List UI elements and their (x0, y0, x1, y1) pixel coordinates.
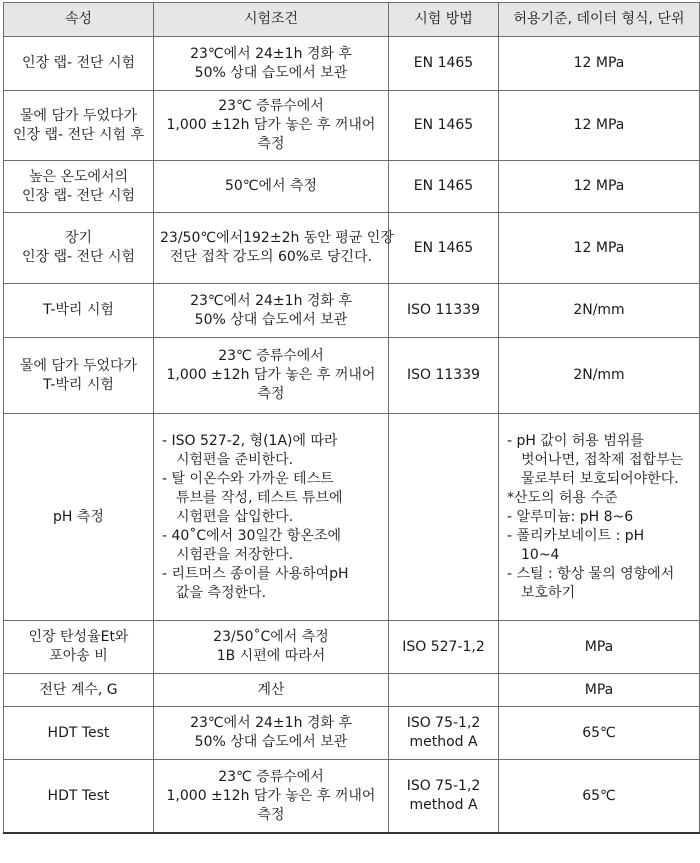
value-cell: 12 MPa (499, 37, 700, 91)
table-row (4, 760, 700, 834)
method-cell: ISO 75-1,2 method A (389, 707, 499, 760)
method-cell: ISO 11339 (389, 284, 499, 338)
method-cell: EN 1465 (389, 213, 499, 284)
method-cell: EN 1465 (389, 161, 499, 213)
table-row-ph (4, 414, 700, 621)
property-cell: 인장 탄성율Et와 포아송 비 (4, 621, 154, 674)
condition-cell: 23℃ 증류수에서 1,000 ±12h 담가 놓은 후 꺼내어 측정 (154, 91, 389, 161)
table-row (4, 707, 700, 760)
header-property: 속성 (4, 3, 154, 37)
condition-cell: 23/50℃에서192±2h 동안 평균 인장 전단 접착 강도의 60%로 당긴다. (154, 213, 389, 284)
method-cell (389, 674, 499, 707)
method-cell: EN 1465 (389, 91, 499, 161)
property-cell: 물에 담가 두었다가 T-박리 시험 (4, 338, 154, 414)
value-cell: 12 MPa (499, 161, 700, 213)
value-cell: 65℃ (499, 760, 700, 834)
property-cell: pH 측정 (4, 414, 154, 621)
value-cell: MPa (499, 674, 700, 707)
value-cell: 65℃ (499, 707, 700, 760)
value-cell: 12 MPa (499, 213, 700, 284)
header-acceptance-criteria: 허용기준, 데이터 형식, 단위 (499, 3, 700, 37)
value-cell: 12 MPa (499, 91, 700, 161)
condition-cell: 23℃에서 24±1h 경화 후 50% 상대 습도에서 보관 (154, 707, 389, 760)
header-test-method: 시험 방법 (389, 3, 499, 37)
property-cell: HDT Test (4, 760, 154, 834)
condition-list-cell (154, 414, 389, 621)
property-cell: 높은 온도에서의 인장 랩- 전단 시험 (4, 161, 154, 213)
table-row (4, 213, 700, 284)
list-item: - 리트머스 종이를 사용하여pH 값을 측정한다. (162, 565, 349, 601)
condition-cell: 50℃에서 측정 (154, 161, 389, 213)
value-cell: MPa (499, 621, 700, 674)
list-item: - 탈 이온수와 가까운 테스트 튜브를 작성, 테스트 튜브에 시험편을 삽입한다. (162, 470, 343, 525)
table-row (4, 674, 700, 707)
condition-cell: 계산 (154, 674, 389, 707)
header-test-condition: 시험조건 (154, 3, 389, 37)
spec-table (3, 2, 700, 834)
method-cell: ISO 11339 (389, 338, 499, 414)
table-row (4, 338, 700, 414)
property-cell: 전단 계수, G (4, 674, 154, 707)
list-item: - 40˚C에서 30일간 항온조에 시험관을 저장한다. (162, 527, 341, 563)
condition-cell: 23℃ 증류수에서 1,000 ±12h 담가 놓은 후 꺼내어 측정 (154, 338, 389, 414)
table-row (4, 161, 700, 213)
method-cell: ISO 75-1,2 method A (389, 760, 499, 834)
method-cell (389, 414, 499, 621)
table-row (4, 37, 700, 91)
list-item: - 알루미늄: pH 8~6 (507, 508, 634, 525)
list-item: - 스틸 : 항상 물의 영향에서 보호하기 (507, 565, 675, 601)
list-item: - 폴리카보네이트 : pH 10~4 (507, 527, 645, 563)
method-cell: EN 1465 (389, 37, 499, 91)
criteria-list-cell (499, 414, 700, 621)
table-row (4, 284, 700, 338)
list-item: - ISO 527-2, 형(1A)에 따라 시험편을 준비한다. (162, 432, 338, 468)
property-cell: 인장 랩- 전단 시험 (4, 37, 154, 91)
table-row (4, 91, 700, 161)
property-cell: 장기 인장 랩- 전단 시험 (4, 213, 154, 284)
property-cell: HDT Test (4, 707, 154, 760)
list-item: - pH 값이 허용 범위를 벗어나면, 접착제 접합부는 물로부터 보호되어야한다. (507, 432, 684, 487)
value-cell: 2N/mm (499, 338, 700, 414)
property-cell: T-박리 시험 (4, 284, 154, 338)
list-item: *산도의 허용 수준 (507, 489, 618, 506)
value-cell: 2N/mm (499, 284, 700, 338)
condition-cell: 23℃에서 24±1h 경화 후 50% 상대 습도에서 보관 (154, 284, 389, 338)
table-row (4, 621, 700, 674)
condition-cell: 23℃에서 24±1h 경화 후 50% 상대 습도에서 보관 (154, 37, 389, 91)
condition-cell: 23℃ 증류수에서 1,000 ±12h 담가 놓은 후 꺼내어 측정 (154, 760, 389, 834)
condition-cell: 23/50˚C에서 측정 1B 시편에 따라서 (154, 621, 389, 674)
header-row (4, 3, 700, 37)
property-cell: 물에 담가 두었다가 인장 랩- 전단 시험 후 (4, 91, 154, 161)
method-cell: ISO 527-1,2 (389, 621, 499, 674)
